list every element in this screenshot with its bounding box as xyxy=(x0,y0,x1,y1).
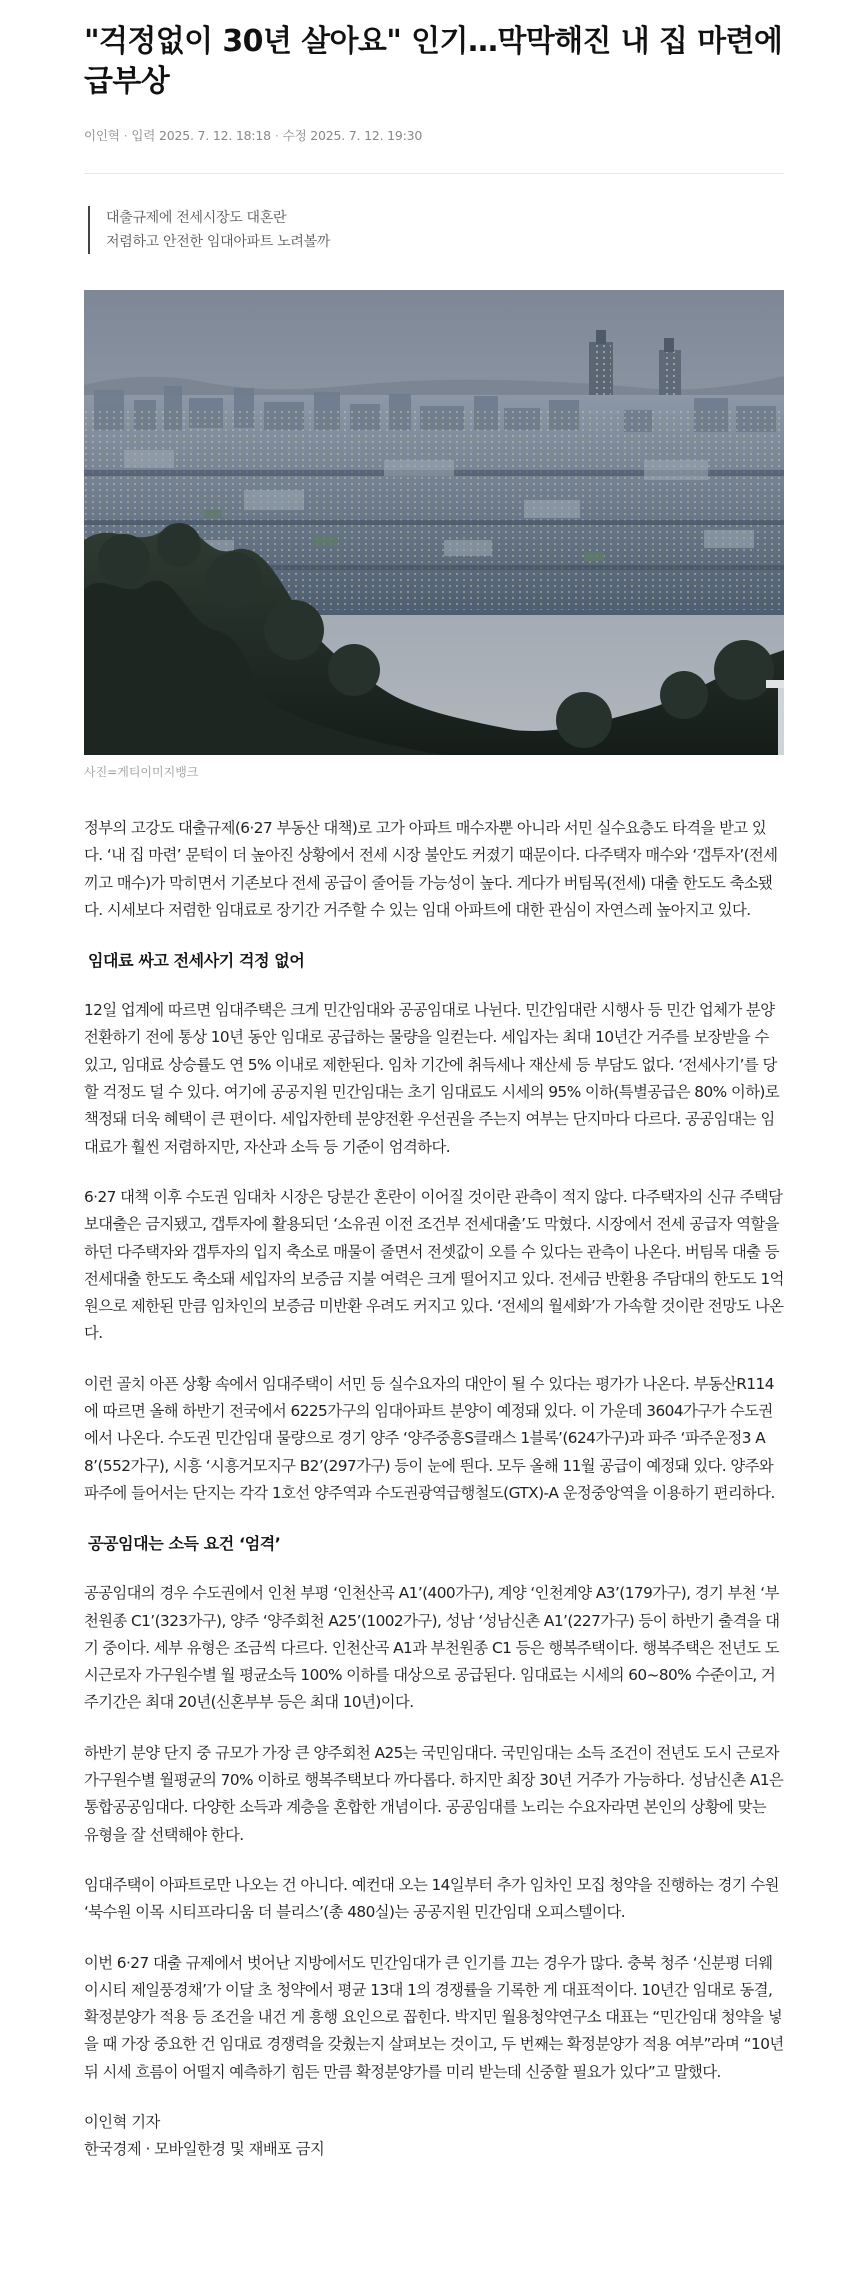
body-paragraph: 이번 6·27 대출 규제에서 벗어난 지방에서도 민간임대가 큰 인기를 끄는 경우가 많다. 충북 청주 ‘신분평 더웨이시티 제일풍경채’가 이달 초 청약에서 평균 13대 1의 경쟁률을 기록한 게 대표적이다. 10년간 임대로 동결, 확정분양가 적용 등 조건을 내건 게 흥행 요인으로 꼽힌다. 박지민 월용청약연구소 대표는 “민간임대 청약을 넣을 때 가장 중요한 건 임대료 경쟁력을 갖췄는지 살펴보는 것이고, 두 번째는 확정분양가 적용 여부”라며 “10년 뒤 시세 흐름이 어떨지 예측하기 힘든 만큼 확정분양가를 미리 받는데 신중할 필요가 있다”고 말했다. xyxy=(84,1953,784,2081)
author-name[interactable]: 이인혁 xyxy=(84,128,120,143)
modified-label: 수정 xyxy=(282,128,307,143)
article-summary xyxy=(88,206,330,254)
published-label: 입력 xyxy=(131,128,156,143)
reporter-byline[interactable]: 이인혁 기자 xyxy=(84,2112,160,2131)
article-photo[interactable] xyxy=(84,290,784,755)
photo-caption: 사진=게티이미지뱅크 xyxy=(84,765,199,779)
body-paragraph: 임대주택이 아파트로만 나오는 건 아니다. 예컨대 오는 14일부터 추가 임차인 모집 청약을 진행하는 경기 수원 ‘북수원 이목 시티프라디움 더 블리스’(총 480실)는 공공지원 민간임대 오피스텔이다. xyxy=(84,1875,779,1922)
section-subhead: 공공임대는 소득 요건 ‘엄격’ xyxy=(88,1534,281,1554)
body-paragraph: 공공임대의 경우 수도권에서 인천 부평 ‘인천산곡 A1’(400가구), 계양 ‘인천계양 A3’(179가구), 경기 부천 ‘부천원종 C1’(323가구), 양주 ‘양주회천 A25’(1002가구), 성남 ‘성남신촌 A1’(227가구) 등이 하반기 출격을 대기 중이다. 세부 유형은 조금씩 다르다. 인천산곡 A1과 부천원종 C1 등은 행복주택이다. 행복주택은 전년도 도시근로자 가구원수별 월 평균소득 100% 이하를 대상으로 공급된다. 임대료는 시세의 60~80% 수준이고, 거주기간은 최대 20년(신혼부부 등은 최대 10년)이다. xyxy=(84,1584,780,1712)
section-subhead: 임대료 싸고 전세사기 걱정 없어 xyxy=(88,951,305,971)
copyright-line: 한국경제 · 모바일한경 및 재배포 금지 xyxy=(84,2139,325,2158)
body-paragraph: 하반기 분양 단지 중 규모가 가장 큰 양주회천 A25는 국민임대다. 국민임대는 소득 조건이 전년도 도시 근로자 가구원수별 월평균의 70% 이하로 행복주택보다 까다롭다. 하지만 최장 30년 거주가 가능하다. 성남신촌 A1은 통합공공임대다. 다양한 소득과 계층을 혼합한 개념이다. 공공임대를 노리는 수요자라면 본인의 상황에 맞는 유형을 잘 선택해야 한다. xyxy=(84,1743,784,1844)
article-title: "걱정없이 30년 살아요" 인기…막막해진 내 집 마련에 급부상 xyxy=(84,24,783,99)
published-time: 2025. 7. 12. 18:18 xyxy=(158,128,271,143)
header-divider xyxy=(84,173,784,174)
body-paragraph: 이런 골치 아픈 상황 속에서 임대주택이 서민 등 실수요자의 대안이 될 수 있다는 평가가 나온다. 부동산R114에 따르면 올해 하반기 전국에서 6225가구의 임대아파트 분양이 예정돼 있다. 이 가운데 3604가구가 수도권에서 나온다. 수도권 민간임대 물량으로 경기 양주 ‘양주중흥S클래스 1블록’(624가구)과 파주 ‘파주운정3 A8’(552가구), 시흥 ‘시흥거모지구 B2’(297가구) 등이 눈에 띈다. 모두 올해 11월 공급이 예정돼 있다. 양주와 파주에 들어서는 단지는 각각 1호선 양주역과 수도권광역급행철도(GTX)-A 운정중앙역을 이용하기 편리하다. xyxy=(84,1374,775,1502)
article-body xyxy=(84,815,784,2163)
body-paragraph: 12일 업계에 따르면 임대주택은 크게 민간임대와 공공임대로 나뉜다. 민간임대란 시행사 등 민간 업체가 분양전환하기 전에 통상 10년 동안 임대로 공급하는 물량을 일컫는다. 세입자는 최대 10년간 거주를 보장받을 수 있고, 임대료 상승률도 연 5% 이내로 제한된다. 임차 기간에 취득세나 재산세 등 부담도 없다. ‘전세사기’를 당할 걱정도 덜 수 있다. 여기에 공공지원 민간임대는 초기 임대료도 시세의 95% 이하(특별공급은 80% 이하)로 책정돼 더욱 혜택이 큰 편이다. 세입자한테 분양전환 우선권을 주는지 여부는 단지마다 다르다. 공공임대는 임대료가 훨씬 저렴하지만, 자산과 소득 등 기준이 엄격하다. xyxy=(84,1001,780,1156)
body-paragraph: 정부의 고강도 대출규제(6·27 부동산 대책)로 고가 아파트 매수자뿐 아니라 서민 실수요층도 타격을 받고 있다. ‘내 집 마련’ 문턱이 더 높아진 상황에서 전세 시장 불안도 커졌기 때문이다. 다주택자 매수와 ‘갭투자’(전세 끼고 매수)가 막히면서 기존보다 전세 공급이 줄어들 가능성이 높다. 게다가 버팀목(전세) 대출 한도도 축소됐다. 시세보다 저렴한 임대료로 장기간 거주할 수 있는 임대 아파트에 대한 관심이 자연스레 높아지고 있다. xyxy=(84,819,778,919)
body-paragraph: 6·27 대책 이후 수도권 임대차 시장은 당분간 혼란이 이어질 것이란 관측이 적지 않다. 다주택자의 신규 주택담보대출은 금지됐고, 갭투자에 활용되던 ‘소유권 이전 조건부 전세대출’도 막혔다. 시장에서 전세 공급자 역할을 하던 다주택자와 갭투자의 입지 축소로 매물이 줄면서 전셋값이 오를 수 있다는 관측이 나온다. 버팀목 대출 등 전세대출 한도도 축소돼 세입자의 보증금 지불 여력은 크게 떨어지고 있다. 전세금 반환용 주담대의 한도도 1억원으로 제한된 만큼 임차인의 보증금 미반환 우려도 커지고 있다. ‘전세의 월세화’가 가속할 것이란 전망도 나온다. xyxy=(84,1187,784,1343)
article-meta: 이인혁 · 입력 2025. 7. 12. 18:18 · 수정 2025. 7. 12. 19:30 xyxy=(84,128,423,143)
summary-line: 저렴하고 안전한 임대아파트 노려볼까 xyxy=(106,234,331,250)
cityscape-image xyxy=(84,290,784,755)
modified-time: 2025. 7. 12. 19:30 xyxy=(310,128,423,143)
summary-line: 대출규제에 전세시장도 대혼란 xyxy=(106,210,287,226)
